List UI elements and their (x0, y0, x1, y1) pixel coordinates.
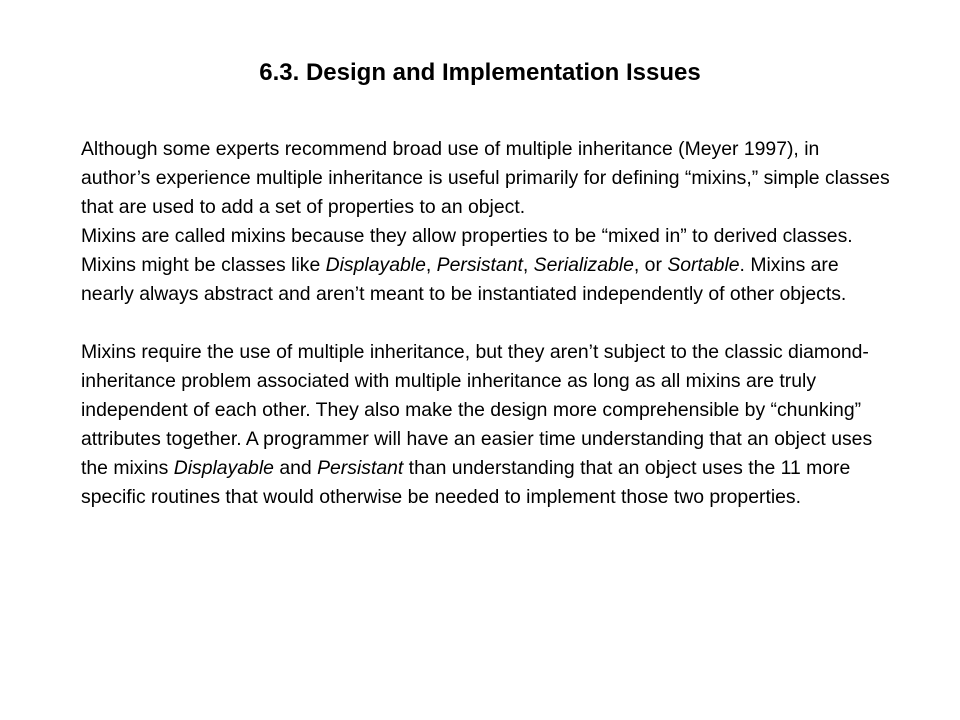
text-segment: than understanding that an object uses the 11 more specific routines that would otherwise be needed to implement those two properties. (81, 457, 851, 508)
separator: , or (633, 254, 668, 276)
term-persistant: Persistant (436, 254, 523, 276)
paragraph-mixins-benefits (81, 338, 891, 512)
term-persistant: Persistant (317, 457, 404, 479)
term-serializable: Serializable (533, 254, 634, 276)
term-displayable: Displayable (325, 254, 426, 276)
separator: , (522, 254, 534, 276)
separator: , (425, 254, 437, 276)
text-segment: . Mixins are nearly always abstract and aren’t meant to be instantiated independently of other objects. (81, 254, 847, 305)
paragraph-mixins-definition (81, 222, 891, 309)
slide-body (81, 135, 891, 512)
text-segment: Mixins require the use of multiple inheritance, but they aren’t subject to the classic diamond-inheritance problem associated with multiple inheritance as long as all mixins are truly independent of each other. They also make the design more comprehensible by “chunking” attributes together. A programmer will have an easier time understanding that an object uses the mixins (81, 341, 873, 479)
slide-title: 6.3. Design and Implementation Issues (259, 59, 701, 86)
paragraph-spacer (81, 309, 891, 338)
separator: and (273, 457, 318, 479)
paragraph-multiple-inheritance: Although some experts recommend broad use of multiple inheritance (Meyer 1997), in author’s experience multiple inheritance is useful primarily for defining “mixins,” simple classes that are used to add a set of properties to an object. (81, 138, 890, 218)
term-displayable: Displayable (173, 457, 274, 479)
text-segment: Mixins are called mixins because they allow properties to be “mixed in” to derived classes. Mixins might be classes like (81, 225, 853, 276)
term-sortable: Sortable (667, 254, 740, 276)
